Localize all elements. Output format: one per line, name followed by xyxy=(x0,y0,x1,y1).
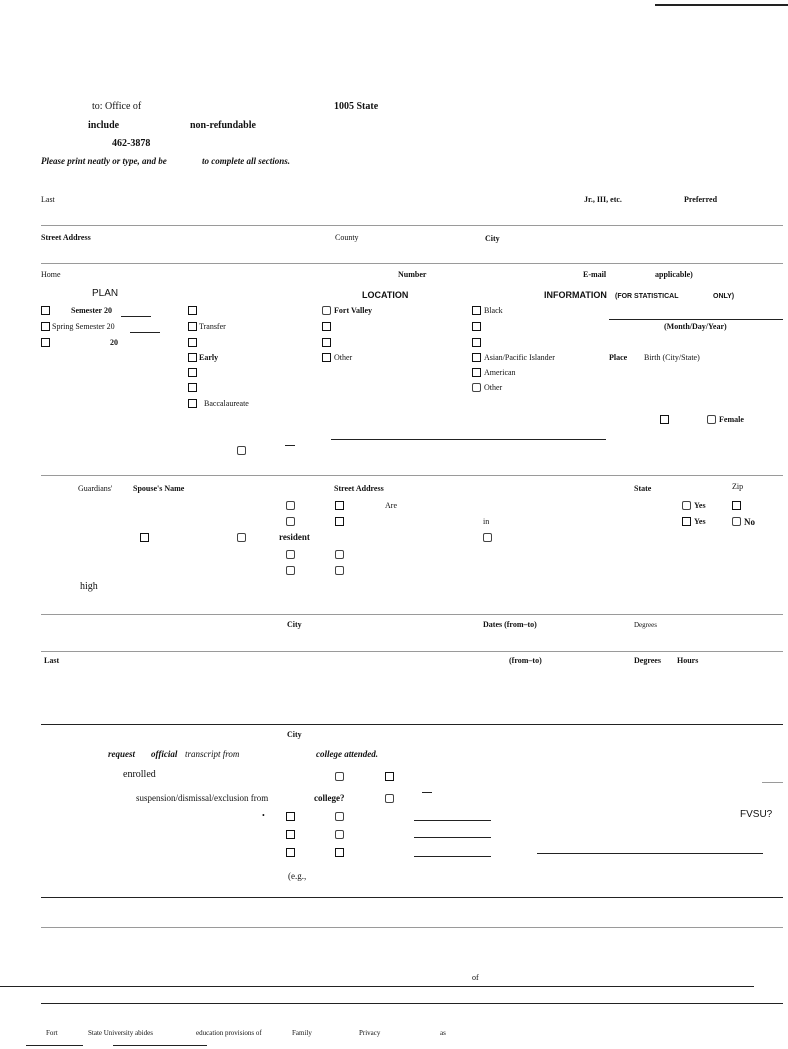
footer-state-university: State University abides xyxy=(88,1029,153,1037)
intro-include: include xyxy=(88,120,120,131)
footer-family: Family xyxy=(292,1029,312,1037)
history-q3-long-blank[interactable] xyxy=(537,853,763,854)
location-fort-valley-checkbox[interactable] xyxy=(322,306,331,315)
label-school-dates: Dates (from–to) xyxy=(483,620,537,629)
label-high-school: high xyxy=(80,581,98,592)
suspension-yes-checkbox[interactable] xyxy=(385,794,394,803)
plan-semester-label: Semester 20 xyxy=(71,306,112,315)
info-other-label: Other xyxy=(484,383,503,392)
misc-q1-no-checkbox[interactable] xyxy=(335,550,344,559)
footer-education: education provisions of xyxy=(196,1029,262,1037)
info-option3-checkbox[interactable] xyxy=(472,338,481,347)
info-asian-checkbox[interactable] xyxy=(472,353,481,362)
label-school-city: City xyxy=(287,620,302,629)
section-divider-1 xyxy=(41,475,783,476)
plan-year-label: 20 xyxy=(110,338,118,347)
history-q3-no-checkbox[interactable] xyxy=(335,848,344,857)
transcript-college-attended: college attended. xyxy=(316,749,378,759)
label-preferred: Preferred xyxy=(684,195,718,204)
plan-option6-checkbox[interactable] xyxy=(188,383,197,392)
instructions-part-b: to complete all sections. xyxy=(202,156,290,166)
guardian-q2b-yes-checkbox[interactable] xyxy=(682,517,691,526)
label-suspension: suspension/dismissal/exclusion from xyxy=(136,793,269,803)
misc-q1-yes-checkbox[interactable] xyxy=(286,550,295,559)
location-fort-valley-label: Fort Valley xyxy=(334,306,372,315)
plan-transfer-label: Transfer xyxy=(199,322,226,331)
guardian-q2b-no-checkbox[interactable] xyxy=(732,517,741,526)
label-eg: (e.g., xyxy=(288,871,307,881)
location-other-label: Other xyxy=(334,353,353,362)
location-other-checkbox[interactable] xyxy=(322,353,331,362)
info-asian-label: Asian/Pacific Islander xyxy=(484,353,555,362)
residency-option1-checkbox[interactable] xyxy=(140,533,149,542)
plan-heading: PLAN xyxy=(92,288,119,299)
suspension-dash xyxy=(422,792,432,793)
label-college-degrees: Degrees xyxy=(634,656,661,665)
transcript-request: request xyxy=(108,749,135,759)
guardian-are-label: Are xyxy=(385,501,397,510)
info-only: ONLY) xyxy=(713,293,735,300)
misc-q2-yes-checkbox[interactable] xyxy=(286,566,295,575)
info-place-label: Place xyxy=(609,353,628,362)
label-guardian-state: State xyxy=(634,484,652,493)
info-heading-note: (FOR STATISTICAL xyxy=(615,293,679,300)
section-divider-3 xyxy=(41,651,783,652)
residency-resident-label: resident xyxy=(279,532,310,542)
intro-address: 1005 State xyxy=(334,101,379,112)
section-divider-5 xyxy=(41,897,783,898)
guardian-yes1-label: Yes xyxy=(694,501,706,510)
plan-semester-checkbox[interactable] xyxy=(41,306,50,315)
label-street-address: Street Address xyxy=(41,233,91,242)
label-applicable: applicable) xyxy=(655,270,693,279)
plan-early-label: Early xyxy=(199,353,219,362)
intro-phone: 462-3878 xyxy=(112,138,151,149)
label-college-from-to: (from–to) xyxy=(509,656,542,665)
info-american-label: American xyxy=(484,368,516,377)
history-q1-no-checkbox[interactable] xyxy=(335,812,344,821)
label-guardian-zip: Zip xyxy=(732,482,744,491)
label-spouse-name: Spouse's Name xyxy=(133,484,185,493)
plan-early-checkbox[interactable] xyxy=(188,353,197,362)
misc-q2-no-checkbox[interactable] xyxy=(335,566,344,575)
footer-line-right xyxy=(113,1045,207,1046)
section-divider-4 xyxy=(41,724,783,725)
label-suffix: Jr., III, etc. xyxy=(584,195,622,204)
plan-semester-blank[interactable] xyxy=(121,316,151,317)
plan-option5-checkbox[interactable] xyxy=(188,368,197,377)
intro-to-office: to: Office of xyxy=(92,101,142,112)
misc-blank[interactable] xyxy=(331,439,606,440)
bullet-mark: • xyxy=(262,811,265,820)
label-college-hours: Hours xyxy=(677,656,699,665)
residency-option2-checkbox[interactable] xyxy=(237,533,246,542)
info-other-checkbox[interactable] xyxy=(472,383,481,392)
guardian-in-label: in xyxy=(483,517,490,526)
plan-year-checkbox[interactable] xyxy=(41,338,50,347)
section-divider-2 xyxy=(41,614,783,615)
footer-privacy: Privacy xyxy=(359,1029,381,1037)
label-last-name: Last xyxy=(41,195,55,204)
label-guardians: Guardians' xyxy=(78,484,113,493)
info-dob-label: (Month/Day/Year) xyxy=(664,322,727,331)
section-divider-6 xyxy=(41,927,783,928)
history-q1-yes-checkbox[interactable] xyxy=(286,812,295,821)
footer-fort: Fort xyxy=(46,1029,58,1037)
history-q2-no-checkbox[interactable] xyxy=(335,830,344,839)
guardian-q2-no-checkbox[interactable] xyxy=(335,517,344,526)
plan-spring-checkbox[interactable] xyxy=(41,322,50,331)
history-q2-yes-checkbox[interactable] xyxy=(286,830,295,839)
guardian-q1b-no-checkbox[interactable] xyxy=(732,501,741,510)
label-number: Number xyxy=(398,270,427,279)
history-q3-blank[interactable] xyxy=(414,856,491,857)
label-guardian-street: Street Address xyxy=(334,484,384,493)
location-option2-checkbox[interactable] xyxy=(322,322,331,331)
enrolled-no-checkbox[interactable] xyxy=(385,772,394,781)
history-q1-blank[interactable] xyxy=(414,820,491,821)
transcript-official: official xyxy=(151,749,178,759)
label-enrolled: enrolled xyxy=(123,769,156,780)
address-divider xyxy=(41,263,783,264)
info-american-checkbox[interactable] xyxy=(472,368,481,377)
info-black-label: Black xyxy=(484,306,503,315)
gender-female-label: Female xyxy=(719,415,744,424)
label-home-phone: Home xyxy=(41,270,61,279)
guardian-q1-no-checkbox[interactable] xyxy=(335,501,344,510)
label-fvsu: FVSU? xyxy=(740,809,773,820)
history-q3-yes-checkbox[interactable] xyxy=(286,848,295,857)
guardian-no2-label: No xyxy=(744,517,755,527)
plan-option3-checkbox[interactable] xyxy=(188,338,197,347)
misc-checkbox[interactable] xyxy=(237,446,246,455)
misc-dash xyxy=(285,445,295,446)
plan-baccalaureate-label: Baccalaureate xyxy=(204,399,249,408)
enrolled-yes-checkbox[interactable] xyxy=(335,772,344,781)
guardian-q1b-yes-checkbox[interactable] xyxy=(682,501,691,510)
location-heading: LOCATION xyxy=(362,290,409,300)
guardian-yes2-label: Yes xyxy=(694,517,706,526)
residency-option3-checkbox[interactable] xyxy=(483,533,492,542)
info-birth-label: Birth (City/State) xyxy=(644,353,700,362)
guardian-q2-yes-checkbox[interactable] xyxy=(286,517,295,526)
footer-line-left xyxy=(26,1045,83,1046)
plan-transfer-checkbox[interactable] xyxy=(188,322,197,331)
instructions-part-a: Please print neatly or type, and be xyxy=(41,156,167,166)
info-black-checkbox[interactable] xyxy=(472,306,481,315)
plan-spring-blank[interactable] xyxy=(130,332,160,333)
enrolled-dash xyxy=(762,782,783,783)
label-email: E-mail xyxy=(583,270,607,279)
name-divider xyxy=(41,225,783,226)
label-college-question: college? xyxy=(314,793,345,803)
signature-line[interactable] xyxy=(0,986,754,987)
label-college-last: Last xyxy=(44,656,60,665)
label-school-degrees: Degrees xyxy=(634,621,657,629)
label-bottom-city: City xyxy=(287,730,302,739)
guardian-q1-yes-checkbox[interactable] xyxy=(286,501,295,510)
gender-male-checkbox[interactable] xyxy=(660,415,669,424)
label-county: County xyxy=(335,233,359,242)
history-q2-blank[interactable] xyxy=(414,837,491,838)
plan-option1-checkbox[interactable] xyxy=(188,306,197,315)
corner-mark xyxy=(655,4,788,6)
gender-female-checkbox[interactable] xyxy=(707,415,716,424)
plan-baccalaureate-checkbox[interactable] xyxy=(188,399,197,408)
transcript-from: transcript from xyxy=(185,749,240,759)
label-city: City xyxy=(485,234,500,243)
section-divider-7 xyxy=(41,1003,783,1004)
info-option2-checkbox[interactable] xyxy=(472,322,481,331)
intro-non-refundable: non-refundable xyxy=(190,120,256,131)
info-heading: INFORMATION xyxy=(544,290,607,300)
label-of: of xyxy=(472,973,479,982)
info-dob-blank[interactable] xyxy=(609,319,783,320)
footer-as: as xyxy=(440,1029,446,1037)
plan-spring-label: Spring Semester 20 xyxy=(52,322,115,331)
location-option3-checkbox[interactable] xyxy=(322,338,331,347)
